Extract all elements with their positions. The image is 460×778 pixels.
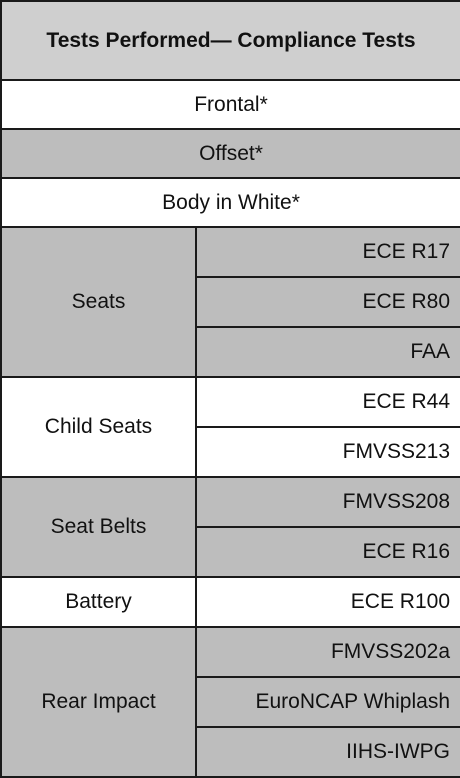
test-standard: ECE R44 xyxy=(196,377,460,427)
single-test-row xyxy=(1,178,460,227)
test-row xyxy=(1,627,460,677)
test-standard: FMVSS213 xyxy=(196,427,460,477)
category-label: Seat Belts xyxy=(1,477,196,577)
single-test-label: Frontal* xyxy=(1,80,460,129)
test-row xyxy=(1,577,460,627)
test-standard: ECE R17 xyxy=(196,227,460,277)
test-standard: FAA xyxy=(196,327,460,377)
category-label: Rear Impact xyxy=(1,627,196,777)
test-standard: FMVSS202a xyxy=(196,627,460,677)
test-row xyxy=(1,377,460,427)
test-row xyxy=(1,477,460,527)
table-body xyxy=(1,1,460,777)
table-title: Tests Performed— Compliance Tests xyxy=(1,1,460,80)
test-standard: FMVSS208 xyxy=(196,477,460,527)
test-standard: IIHS-IWPG xyxy=(196,727,460,777)
category-label: Battery xyxy=(1,577,196,627)
single-test-label: Offset* xyxy=(1,129,460,178)
test-standard: ECE R100 xyxy=(196,577,460,627)
category-label: Child Seats xyxy=(1,377,196,477)
header-row xyxy=(1,1,460,80)
single-test-row xyxy=(1,80,460,129)
test-standard: ECE R16 xyxy=(196,527,460,577)
single-test-row xyxy=(1,129,460,178)
single-test-label: Body in White* xyxy=(1,178,460,227)
test-standard: EuroNCAP Whiplash xyxy=(196,677,460,727)
test-row xyxy=(1,227,460,277)
test-standard: ECE R80 xyxy=(196,277,460,327)
category-label: Seats xyxy=(1,227,196,377)
